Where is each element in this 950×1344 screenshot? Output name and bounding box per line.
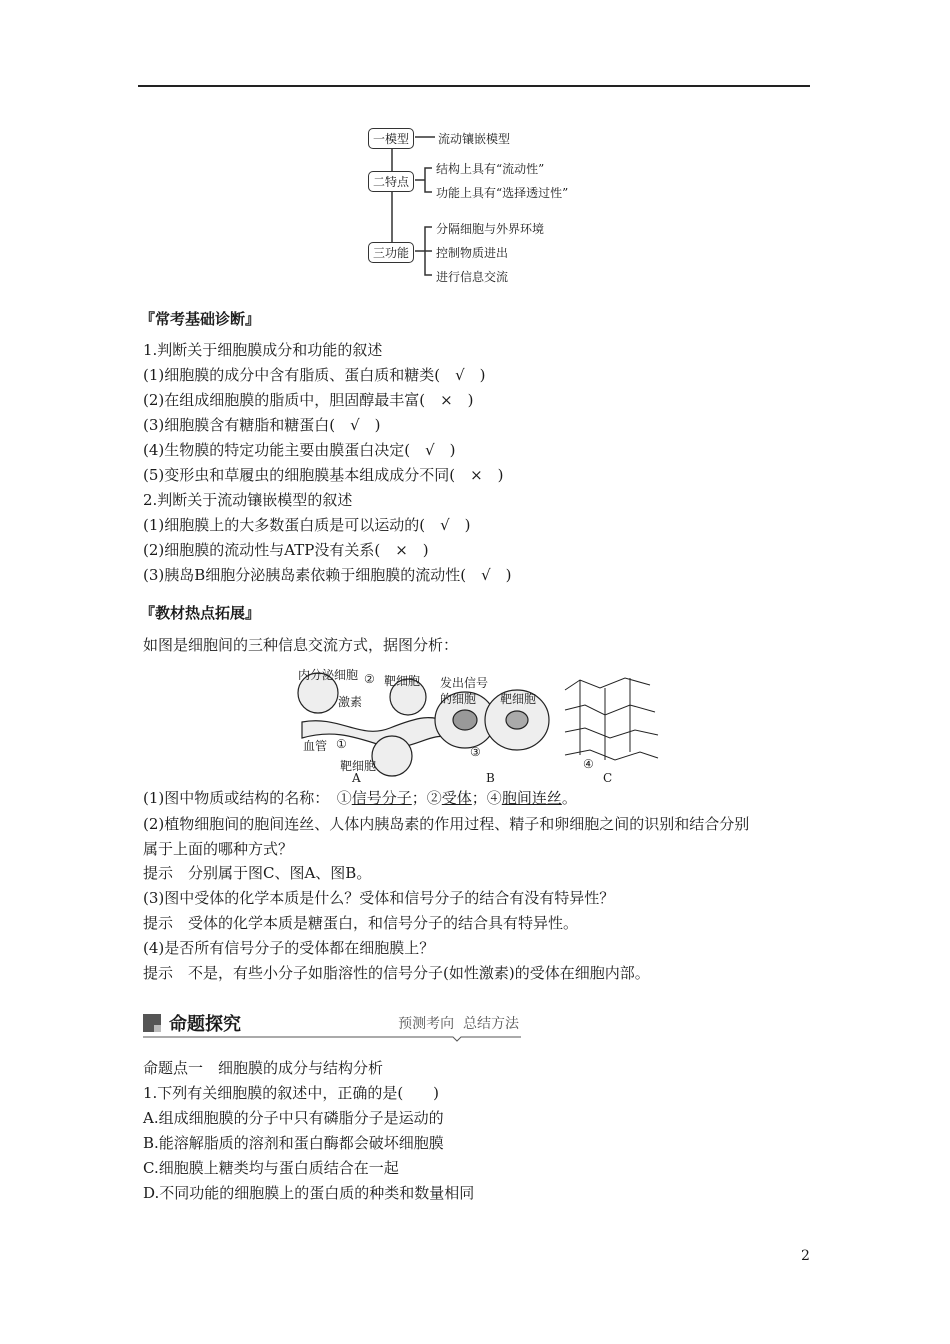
text-line: (2)植物细胞间的胞间连丝、人体内胰岛素的作用过程、精子和卵细胞之间的识别和结合分别 bbox=[143, 815, 750, 833]
label: 发出信号 bbox=[440, 676, 489, 690]
label: ④ bbox=[583, 757, 594, 771]
q1-prefix: (1)图中物质或结构的名称： ① bbox=[143, 789, 352, 807]
text-line: (3)图中受体的化学本质是什么？受体和信号分子的结合有没有特异性？ bbox=[143, 889, 615, 907]
section-heading-textbook: 『教材热点拓展』 bbox=[140, 604, 261, 622]
sep: ；④ bbox=[471, 789, 502, 807]
sep: ；② bbox=[411, 789, 442, 807]
label: C bbox=[603, 771, 613, 785]
function-3: 进行信息交流 bbox=[436, 270, 509, 284]
text-line: 命题点一 细胞膜的成分与结构分析 bbox=[143, 1059, 384, 1077]
label: 血管 bbox=[303, 739, 328, 753]
answer-signal-molecule: 信号分子 bbox=[351, 789, 412, 807]
end: 。 bbox=[561, 789, 577, 807]
text-line: (2)在组成细胞膜的脂质中，胆固醇最丰富( × ) bbox=[143, 391, 474, 409]
answer-receptor: 受体 bbox=[441, 789, 472, 807]
label: ② bbox=[364, 672, 375, 686]
text-line: (2)细胞膜的流动性与ATP没有关系( × ) bbox=[143, 541, 429, 559]
feature-1: 结构上具有“流动性” bbox=[436, 162, 545, 176]
label: A bbox=[352, 771, 361, 785]
answer-plasmodesmata: 胞间连丝 bbox=[501, 789, 562, 807]
page-number: 2 bbox=[801, 1248, 810, 1264]
section-banner bbox=[143, 1010, 521, 1040]
text-line: 1.判断关于细胞膜成分和功能的叙述 bbox=[143, 341, 383, 359]
text-line-q1 bbox=[143, 788, 577, 808]
text-line: (4)生物膜的特定功能主要由膜蛋白决定( √ ) bbox=[143, 441, 456, 459]
text-line: (1)细胞膜的成分中含有脂质、蛋白质和糖类( √ ) bbox=[143, 366, 486, 384]
text-line: 如图是细胞间的三种信息交流方式，据图分析： bbox=[143, 636, 459, 654]
label: ① bbox=[336, 737, 347, 751]
node-features: 二特点 bbox=[368, 171, 414, 192]
text-line: 提示 不是，有些小分子如脂溶性的信号分子(如性激素)的受体在细胞内部。 bbox=[143, 964, 650, 982]
label: B bbox=[486, 771, 495, 785]
model-text: 流动镶嵌模型 bbox=[438, 132, 511, 146]
option-d: D.不同功能的细胞膜上的蛋白质的种类和数量相同 bbox=[143, 1184, 475, 1202]
label: 靶细胞 bbox=[384, 674, 421, 688]
text-line: (3)胰岛B细胞分泌胰岛素依赖于细胞膜的流动性( √ ) bbox=[143, 566, 512, 584]
option-b: B.能溶解脂质的溶剂和蛋白酶都会破坏细胞膜 bbox=[143, 1134, 444, 1152]
banner-title: 命题探究 bbox=[169, 1014, 241, 1035]
node-functions: 三功能 bbox=[368, 242, 414, 263]
header-rule bbox=[138, 85, 810, 87]
text-line: (5)变形虫和草履虫的细胞膜基本组成成分不同( × ) bbox=[143, 466, 504, 484]
text-line: (4)是否所有信号分子的受体都在细胞膜上？ bbox=[143, 939, 435, 957]
label: 靶细胞 bbox=[340, 759, 377, 773]
label: ③ bbox=[470, 745, 481, 759]
text-line: 提示 分别属于图C、图A、图B。 bbox=[143, 864, 372, 882]
text-line: (1)细胞膜上的大多数蛋白质是可以运动的( √ ) bbox=[143, 516, 471, 534]
text-line: 属于上面的哪种方式？ bbox=[143, 840, 294, 858]
label: 激素 bbox=[338, 695, 363, 709]
text-line: 1.下列有关细胞膜的叙述中，正确的是( ) bbox=[143, 1084, 440, 1102]
feature-2: 功能上具有“选择透过性” bbox=[436, 186, 569, 200]
banner-subtitle: 预测考向 总结方法 bbox=[398, 1016, 519, 1032]
banner-square-icon bbox=[143, 1014, 161, 1032]
label: 的细胞 bbox=[440, 692, 477, 706]
text-line: (3)细胞膜含有糖脂和糖蛋白( √ ) bbox=[143, 416, 381, 434]
option-c: C.细胞膜上糖类均与蛋白质结合在一起 bbox=[143, 1159, 399, 1177]
node-model: 一模型 bbox=[368, 128, 414, 149]
option-a: A.组成细胞膜的分子中只有磷脂分子是运动的 bbox=[143, 1109, 444, 1127]
label: 靶细胞 bbox=[500, 692, 537, 706]
text-line: 2.判断关于流动镶嵌模型的叙述 bbox=[143, 491, 353, 509]
section-heading-basics: 『常考基础诊断』 bbox=[140, 310, 261, 328]
text-line: 提示 受体的化学本质是糖蛋白，和信号分子的结合具有特异性。 bbox=[143, 914, 579, 932]
label: 内分泌细胞 bbox=[298, 668, 359, 682]
function-2: 控制物质进出 bbox=[436, 246, 509, 260]
banner-rule bbox=[143, 1034, 521, 1042]
function-1: 分隔细胞与外界环境 bbox=[436, 222, 545, 236]
